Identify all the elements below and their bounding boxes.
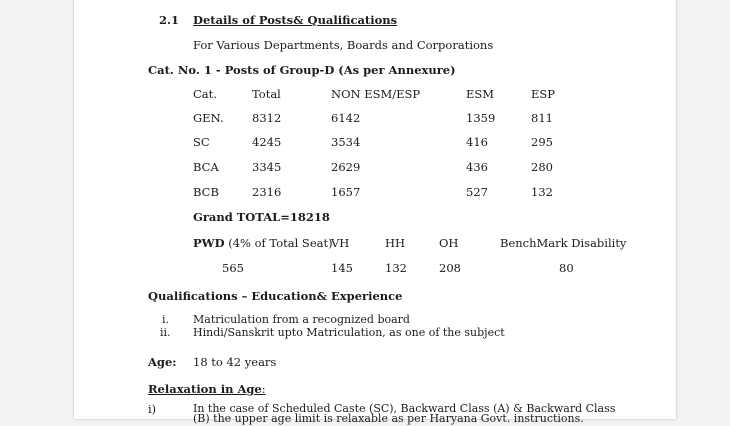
pwd-label [193,236,333,250]
pwd-value-vh: 145 [331,261,353,275]
table-cell: BCB [193,185,219,199]
table-cell: 811 [531,111,553,125]
pwd-col-benchmark: BenchMark Disability [500,236,627,250]
qualification-item-text: Matriculation from a recognized board [193,313,410,326]
table-cell: 436 [466,160,488,174]
table-cell: 416 [466,135,488,149]
col-header-esm: ESM [466,87,495,101]
table-cell: SC [193,135,210,149]
table-cell: BCA [193,160,219,174]
relaxation-item-line2: (B) the upper age limit is relaxable as per Haryana Govt. instructions. [193,412,584,425]
section-number: 2.1 [159,13,180,27]
section-subtitle: For Various Departments, Boards and Corporations [193,38,494,52]
table-cell: 3534 [331,135,361,149]
relaxation-heading [148,382,266,396]
table-cell: 3345 [252,160,282,174]
relaxation-item-line1: In the case of Scheduled Caste (SC), Backward Class (A) & Backward Class [193,402,616,415]
col-header-cat: Cat. [193,87,217,101]
qualification-item-text: Hindi/Sanskrit upto Matriculation, as one of the subject [193,326,505,339]
table-cell: 6142 [331,111,361,125]
pwd-col-oh: OH [439,236,459,250]
pwd-label-rest: (4% of Total Seat) [224,236,333,250]
table-cell: 132 [531,185,553,199]
table-cell: 1359 [466,111,496,125]
pwd-label-bold: PWD [193,236,225,250]
relaxation-item-number: i) [148,402,157,416]
table-cell: 527 [466,185,488,199]
relaxation-heading-text: Relaxation in Age [148,382,262,396]
table-cell: GEN. [193,111,224,125]
pwd-value-benchmark: 80 [559,261,574,275]
pwd-col-hh: HH [385,236,406,250]
table-cell: 280 [531,160,553,174]
relaxation-heading-colon: : [261,382,266,396]
section-title: Details of Posts& Qualifications [193,13,398,27]
age-label: Age: [148,355,177,369]
qualifications-heading: Qualifications – Education& Experience [148,289,403,303]
grand-total: Grand TOTAL=18218 [193,210,330,224]
qualification-item-number: i. [162,313,170,326]
table-cell: 8312 [252,111,282,125]
table-cell: 2316 [252,185,282,199]
category-heading: Cat. No. 1 - Posts of Group-D (As per Annexure) [148,63,456,77]
pwd-value-hh: 132 [385,261,407,275]
pwd-value-oh: 208 [439,261,461,275]
table-cell: 295 [531,135,553,149]
pwd-col-vh: VH [331,236,350,250]
col-header-non-esm-esp: NON ESM/ESP [331,87,421,101]
pwd-total-value: 565 [222,261,244,275]
document-page [74,0,676,419]
qualification-item-number: ii. [160,326,171,339]
table-cell: 2629 [331,160,361,174]
table-cell: 1657 [331,185,361,199]
col-header-total: Total [252,87,281,101]
age-value: 18 to 42 years [193,355,277,369]
table-cell: 4245 [252,135,282,149]
relaxation-line2-container [193,412,713,425]
col-header-esp: ESP [531,87,556,101]
